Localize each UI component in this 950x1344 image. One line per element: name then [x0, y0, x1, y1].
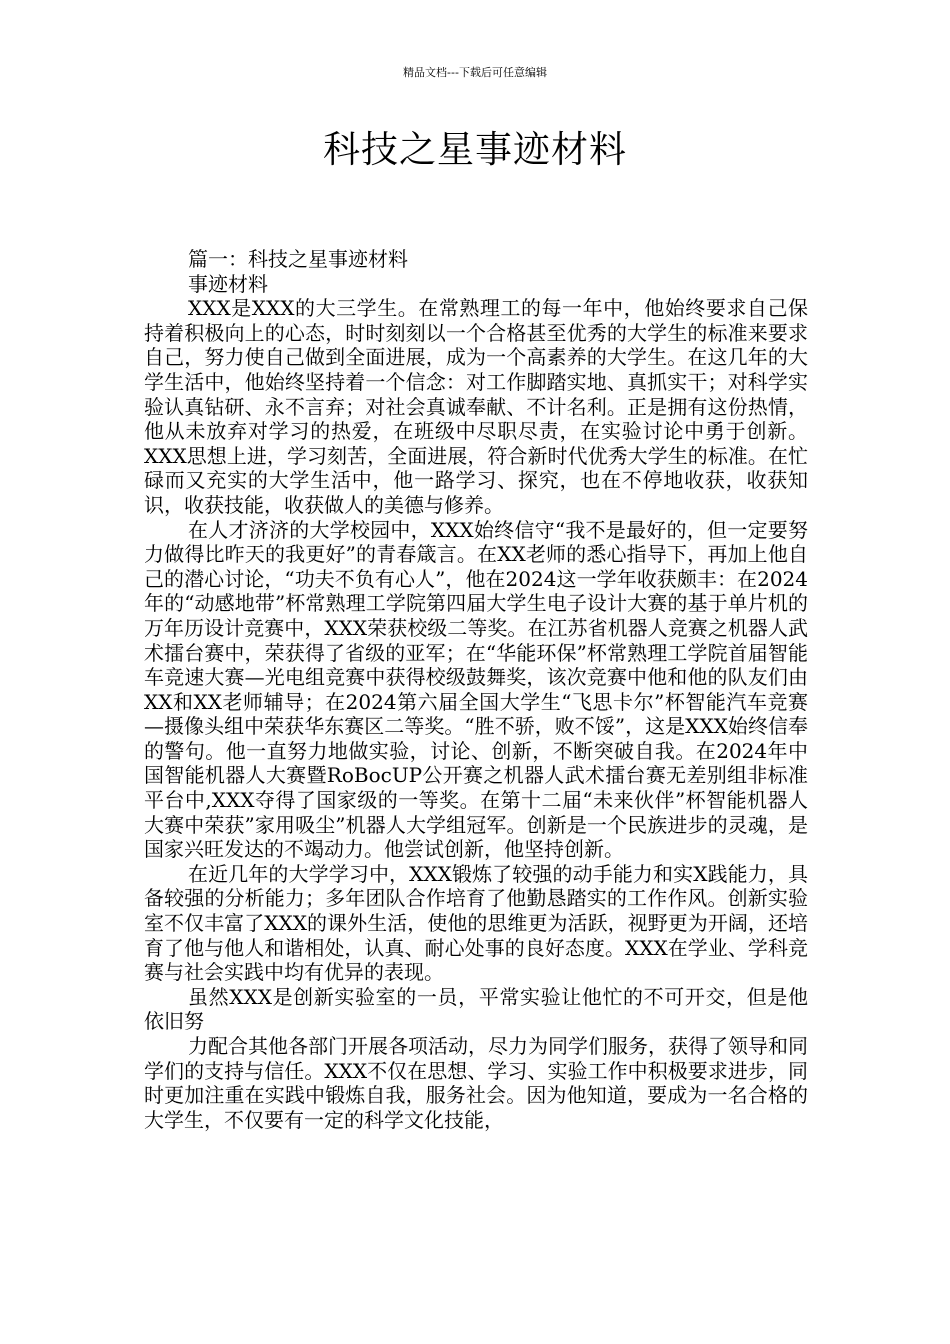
paragraph-1: XXX是XXX的大三学生。在常熟理工的每一年中，他始终要求自己保持着积极向上的心态，时时刻刻以一个合格甚至优秀的大学生的标准来要求自己，努力使自己做到全面进展，成为一个高素养的大学生。在这几年的大学生活中，他始终坚持着一个信念：对工作脚踏实地、真抓实干；对科学实验认真钻研、永不言弃；对社会真诚奉献、不计名利。正是拥有这份热情，他从未放弃对学习的热爱，在班级中尽职尽责，在实验讨论中勇于创新。XXX思想上进，学习刻苦，全面进展，符合新时代优秀大学生的标准。在忙碌而又充实的大学生活中，他一路学习、探究，也在不停地收获，收获知识，收获技能，收获做人的美德与修养。	[144, 296, 808, 517]
section-heading: 篇一：科技之星事迹材料	[188, 247, 408, 271]
document-body	[144, 247, 808, 1132]
paragraph-2: 在人才济济的大学校园中，XXX始终信守“我不是最好的，但一定要努力做得比昨天的我更好”的青春箴言。在XX老师的悉心指导下，再加上他自己的潜心讨论，“功夫不负有心人”，他在2024这一学年收获颇丰：在2024年的“动感地带”杯常熟理工学院第四届大学生电子设计大赛的基于单片机的万年历设计竞赛中，XXX荣获校级二等奖。在江苏省机器人竞赛之机器人武术擂台赛中，荣获得了省级的亚军；在“华能环保”杯常熟理工学院首届智能车竞速大赛—光电组竞赛中获得校级鼓舞奖，该次竞赛中他和他的队友们由XX和XX老师辅导；在2024第六届全国大学生“飞思卡尔”杯智能汽车竞赛—摄像头组中荣获华东赛区二等奖。“胜不骄，败不馁”，这是XXX始终信奉的警句。他一直努力地做实验，讨论、创新，不断突破自我。在2024年中国智能机器人大赛暨RoBocUP公开赛之机器人武术擂台赛无差别组非标准平台中,XXX夺得了国家级的一等奖。在第十二届“未来伙伴”杯智能机器人大赛中荣获”家用吸尘”机器人大学组冠军。创新是一个民族进步的灵魂，是国家兴旺发达的不竭动力。他尝试创新，他坚持创新。	[144, 517, 808, 862]
paragraph-5: 力配合其他各部门开展各项活动，尽力为同学们服务，获得了领导和同学们的支持与信任。XXX不仅在思想、学习、实验工作中积极要求进步，同时更加注重在实践中锻炼自我，服务社会。因为他知道，要成为一名合格的大学生，不仅要有一定的科学文化技能，	[144, 1034, 808, 1132]
paragraph-3: 在近几年的大学学习中，XXX锻炼了较强的动手能力和实X践能力，具备较强的分析能力；多年团队合作培育了他勤恳踏实的工作作风。创新实验室不仅丰富了XXX的课外生活，使他的思维更为活跃，视野更为开阔，还培育了他与他人和谐相处，认真、耐心处事的良好态度。XXX在学业、学科竞赛与社会实践中均有优异的表现。	[144, 861, 808, 985]
paragraph-4: 虽然XXX是创新实验室的一员，平常实验让他忙的不可开交，但是他依旧努	[144, 984, 808, 1034]
header-note: 精品文档---下载后可任意编辑	[403, 66, 547, 79]
section-subheading: 事迹材料	[188, 271, 268, 296]
document-title: 科技之星事迹材料	[323, 128, 627, 171]
